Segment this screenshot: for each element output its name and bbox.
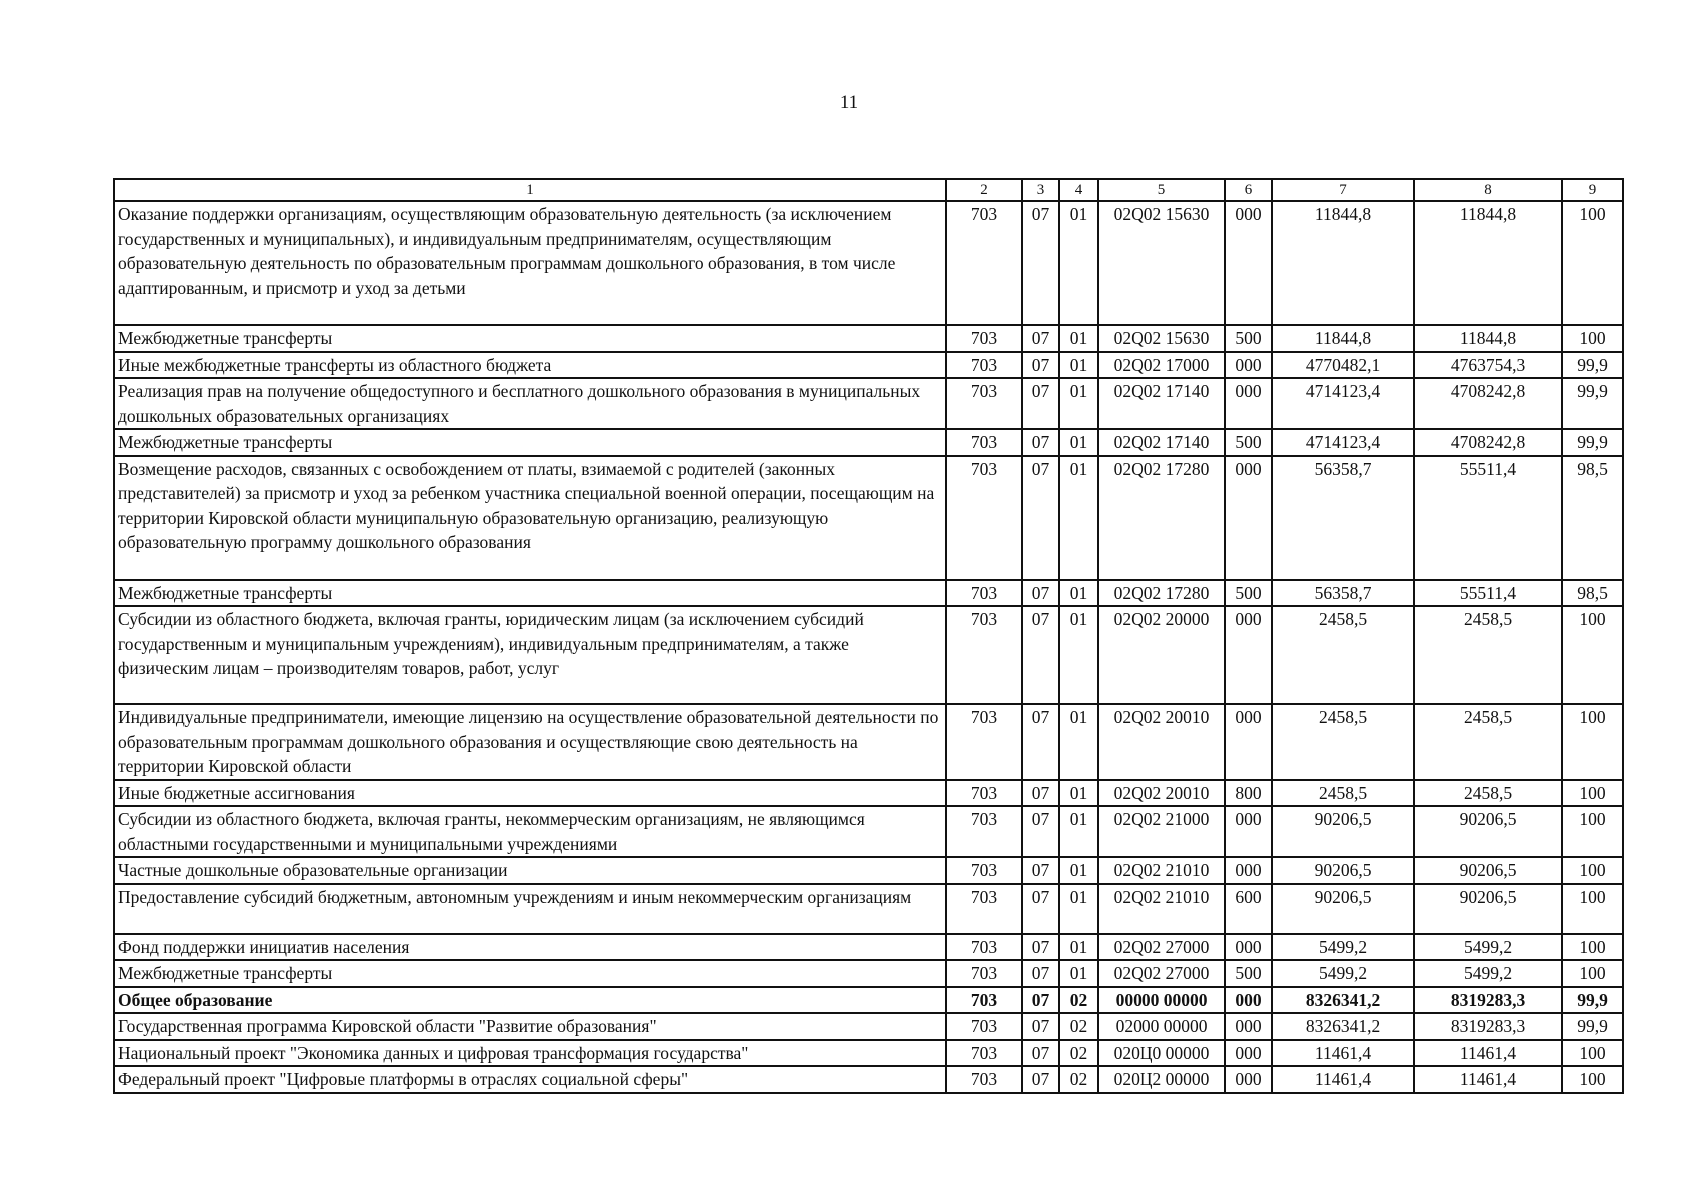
col7-value-cell: 90206,5	[1272, 884, 1414, 934]
col6-cell: 600	[1225, 884, 1272, 934]
col2-cell: 703	[946, 806, 1022, 857]
col2-cell: 703	[946, 987, 1022, 1014]
col8-value-cell: 8319283,3	[1414, 1013, 1562, 1040]
col3-cell: 07	[1022, 987, 1059, 1014]
row-name-cell: Межбюджетные трансферты	[114, 325, 946, 352]
col3-cell: 07	[1022, 704, 1059, 780]
col4-cell: 01	[1059, 378, 1098, 429]
col3-cell: 07	[1022, 201, 1059, 325]
col9-percent-cell: 99,9	[1562, 987, 1623, 1014]
col2-cell: 703	[946, 934, 1022, 961]
table-row	[114, 1040, 1623, 1067]
col8-value-cell: 5499,2	[1414, 934, 1562, 961]
table-row	[114, 1066, 1623, 1093]
row-name-cell: Общее образование	[114, 987, 946, 1014]
col3-cell: 07	[1022, 806, 1059, 857]
header-cell: 9	[1562, 179, 1623, 201]
col5-code-cell: 02Q02 17280	[1098, 456, 1225, 580]
col9-percent-cell: 100	[1562, 806, 1623, 857]
row-name-cell: Оказание поддержки организациям, осуществляющим образовательную деятельность (за исключением государственных и муниципальных), и индивидуальным предпринимателям, осуществляющим образовательную деятельность по образовательным программам дошкольного образования, в том числе адаптированным, и присмотр и уход за детьми	[114, 201, 946, 325]
col8-value-cell: 2458,5	[1414, 606, 1562, 704]
col2-cell: 703	[946, 857, 1022, 884]
col8-value-cell: 8319283,3	[1414, 987, 1562, 1014]
col8-value-cell: 11461,4	[1414, 1040, 1562, 1067]
col8-value-cell: 4708242,8	[1414, 378, 1562, 429]
header-cell: 6	[1225, 179, 1272, 201]
table-row	[114, 378, 1623, 429]
col4-cell: 02	[1059, 1040, 1098, 1067]
col3-cell: 07	[1022, 325, 1059, 352]
col3-cell: 07	[1022, 934, 1059, 961]
row-name-cell: Межбюджетные трансферты	[114, 429, 946, 456]
col9-percent-cell: 99,9	[1562, 429, 1623, 456]
col3-cell: 07	[1022, 884, 1059, 934]
col6-cell: 000	[1225, 201, 1272, 325]
col6-cell: 000	[1225, 378, 1272, 429]
col8-value-cell: 90206,5	[1414, 806, 1562, 857]
col8-value-cell: 55511,4	[1414, 456, 1562, 580]
col2-cell: 703	[946, 325, 1022, 352]
table-row	[114, 934, 1623, 961]
col6-cell: 000	[1225, 857, 1272, 884]
col7-value-cell: 5499,2	[1272, 934, 1414, 961]
table-row	[114, 704, 1623, 780]
table-row	[114, 456, 1623, 580]
col4-cell: 01	[1059, 884, 1098, 934]
col2-cell: 703	[946, 456, 1022, 580]
col5-code-cell: 02Q02 20000	[1098, 606, 1225, 704]
col4-cell: 01	[1059, 580, 1098, 607]
col4-cell: 02	[1059, 987, 1098, 1014]
col5-code-cell: 02Q02 20010	[1098, 780, 1225, 807]
col9-percent-cell: 100	[1562, 1040, 1623, 1067]
col3-cell: 07	[1022, 1066, 1059, 1093]
col6-cell: 000	[1225, 987, 1272, 1014]
col2-cell: 703	[946, 1013, 1022, 1040]
col8-value-cell: 11844,8	[1414, 325, 1562, 352]
col2-cell: 703	[946, 780, 1022, 807]
col3-cell: 07	[1022, 606, 1059, 704]
table-row	[114, 325, 1623, 352]
col4-cell: 01	[1059, 780, 1098, 807]
table-row	[114, 884, 1623, 934]
col7-value-cell: 2458,5	[1272, 606, 1414, 704]
table-row	[114, 806, 1623, 857]
row-name-cell: Фонд поддержки инициатив населения	[114, 934, 946, 961]
col4-cell: 01	[1059, 201, 1098, 325]
col9-percent-cell: 99,9	[1562, 378, 1623, 429]
col8-value-cell: 11461,4	[1414, 1066, 1562, 1093]
row-name-cell: Национальный проект "Экономика данных и цифровая трансформация государства"	[114, 1040, 946, 1067]
col8-value-cell: 90206,5	[1414, 857, 1562, 884]
col5-code-cell: 02Q02 21010	[1098, 857, 1225, 884]
col8-value-cell: 90206,5	[1414, 884, 1562, 934]
col2-cell: 703	[946, 352, 1022, 379]
col7-value-cell: 11461,4	[1272, 1040, 1414, 1067]
col6-cell: 000	[1225, 1066, 1272, 1093]
col6-cell: 500	[1225, 960, 1272, 987]
col5-code-cell: 02Q02 20010	[1098, 704, 1225, 780]
table-row	[114, 987, 1623, 1014]
col9-percent-cell: 100	[1562, 934, 1623, 961]
col4-cell: 01	[1059, 704, 1098, 780]
col4-cell: 02	[1059, 1013, 1098, 1040]
table-row	[114, 352, 1623, 379]
col9-percent-cell: 100	[1562, 780, 1623, 807]
col7-value-cell: 2458,5	[1272, 704, 1414, 780]
row-name-cell: Федеральный проект "Цифровые платформы в отраслях социальной сферы"	[114, 1066, 946, 1093]
row-name-cell: Реализация прав на получение общедоступного и бесплатного дошкольного образования в муниципальных дошкольных образовательных организациях	[114, 378, 946, 429]
col9-percent-cell: 100	[1562, 704, 1623, 780]
col6-cell: 800	[1225, 780, 1272, 807]
col2-cell: 703	[946, 1040, 1022, 1067]
col5-code-cell: 02Q02 17000	[1098, 352, 1225, 379]
col8-value-cell: 55511,4	[1414, 580, 1562, 607]
table-row	[114, 857, 1623, 884]
col7-value-cell: 2458,5	[1272, 780, 1414, 807]
table-row	[114, 960, 1623, 987]
col6-cell: 000	[1225, 1013, 1272, 1040]
col3-cell: 07	[1022, 429, 1059, 456]
table-row	[114, 201, 1623, 325]
col6-cell: 500	[1225, 580, 1272, 607]
col7-value-cell: 4714123,4	[1272, 429, 1414, 456]
col6-cell: 000	[1225, 806, 1272, 857]
col2-cell: 703	[946, 378, 1022, 429]
header-cell: 1	[114, 179, 946, 201]
col9-percent-cell: 100	[1562, 606, 1623, 704]
row-name-cell: Государственная программа Кировской области "Развитие образования"	[114, 1013, 946, 1040]
col3-cell: 07	[1022, 352, 1059, 379]
col5-code-cell: 00000 00000	[1098, 987, 1225, 1014]
col7-value-cell: 8326341,2	[1272, 987, 1414, 1014]
col3-cell: 07	[1022, 1013, 1059, 1040]
col8-value-cell: 4763754,3	[1414, 352, 1562, 379]
row-name-cell: Межбюджетные трансферты	[114, 580, 946, 607]
row-name-cell: Предоставление субсидий бюджетным, автономным учреждениям и иным некоммерческим организациям	[114, 884, 946, 934]
table-row	[114, 1013, 1623, 1040]
budget-table	[113, 178, 1624, 1094]
col7-value-cell: 4770482,1	[1272, 352, 1414, 379]
col4-cell: 01	[1059, 429, 1098, 456]
col7-value-cell: 11844,8	[1272, 201, 1414, 325]
col3-cell: 07	[1022, 780, 1059, 807]
col6-cell: 000	[1225, 934, 1272, 961]
col2-cell: 703	[946, 1066, 1022, 1093]
col5-code-cell: 02Q02 17140	[1098, 378, 1225, 429]
col5-code-cell: 02Q02 27000	[1098, 960, 1225, 987]
table-body	[114, 201, 1623, 1093]
header-cell: 4	[1059, 179, 1098, 201]
table-row	[114, 780, 1623, 807]
col3-cell: 07	[1022, 378, 1059, 429]
col4-cell: 01	[1059, 857, 1098, 884]
col5-code-cell: 02Q02 15630	[1098, 201, 1225, 325]
col7-value-cell: 90206,5	[1272, 857, 1414, 884]
col2-cell: 703	[946, 201, 1022, 325]
col9-percent-cell: 100	[1562, 884, 1623, 934]
col7-value-cell: 90206,5	[1272, 806, 1414, 857]
col4-cell: 01	[1059, 352, 1098, 379]
col7-value-cell: 5499,2	[1272, 960, 1414, 987]
col8-value-cell: 5499,2	[1414, 960, 1562, 987]
col6-cell: 000	[1225, 456, 1272, 580]
col7-value-cell: 8326341,2	[1272, 1013, 1414, 1040]
page-number: 11	[839, 92, 859, 113]
row-name-cell: Возмещение расходов, связанных с освобождением от платы, взимаемой с родителей (законных представителей) за присмотр и уход за ребенком участника специальной военной операции, посещающим на территории Кировской области муниципальную образовательную организацию, реализующую образовательную программу дошкольного образования	[114, 456, 946, 580]
col5-code-cell: 02Q02 21010	[1098, 884, 1225, 934]
row-name-cell: Иные межбюджетные трансферты из областного бюджета	[114, 352, 946, 379]
row-name-cell: Индивидуальные предприниматели, имеющие лицензию на осуществление образовательной деятельности по образовательным программам дошкольного образования и осуществляющие свою деятельность на территории Кировской области	[114, 704, 946, 780]
col6-cell: 000	[1225, 1040, 1272, 1067]
col5-code-cell: 02000 00000	[1098, 1013, 1225, 1040]
col4-cell: 01	[1059, 960, 1098, 987]
col5-code-cell: 020Ц2 00000	[1098, 1066, 1225, 1093]
col9-percent-cell: 100	[1562, 1066, 1623, 1093]
col6-cell: 000	[1225, 352, 1272, 379]
col9-percent-cell: 98,5	[1562, 580, 1623, 607]
col9-percent-cell: 98,5	[1562, 456, 1623, 580]
col4-cell: 01	[1059, 606, 1098, 704]
header-cell: 8	[1414, 179, 1562, 201]
col7-value-cell: 56358,7	[1272, 456, 1414, 580]
col5-code-cell: 02Q02 27000	[1098, 934, 1225, 961]
col3-cell: 07	[1022, 1040, 1059, 1067]
col4-cell: 01	[1059, 934, 1098, 961]
col6-cell: 500	[1225, 429, 1272, 456]
header-row	[114, 179, 1623, 201]
col8-value-cell: 2458,5	[1414, 780, 1562, 807]
col4-cell: 02	[1059, 1066, 1098, 1093]
col8-value-cell: 2458,5	[1414, 704, 1562, 780]
header-cell: 7	[1272, 179, 1414, 201]
col9-percent-cell: 99,9	[1562, 352, 1623, 379]
col5-code-cell: 020Ц0 00000	[1098, 1040, 1225, 1067]
row-name-cell: Субсидии из областного бюджета, включая гранты, некоммерческим организациям, не являющимся областными государственными и муниципальными учреждениями	[114, 806, 946, 857]
row-name-cell: Межбюджетные трансферты	[114, 960, 946, 987]
col2-cell: 703	[946, 606, 1022, 704]
col3-cell: 07	[1022, 456, 1059, 580]
col7-value-cell: 11461,4	[1272, 1066, 1414, 1093]
col2-cell: 703	[946, 580, 1022, 607]
col8-value-cell: 11844,8	[1414, 201, 1562, 325]
col9-percent-cell: 99,9	[1562, 1013, 1623, 1040]
col9-percent-cell: 100	[1562, 857, 1623, 884]
col3-cell: 07	[1022, 960, 1059, 987]
row-name-cell: Частные дошкольные образовательные организации	[114, 857, 946, 884]
col5-code-cell: 02Q02 17140	[1098, 429, 1225, 456]
col4-cell: 01	[1059, 325, 1098, 352]
row-name-cell: Субсидии из областного бюджета, включая гранты, юридическим лицам (за исключением субсидий государственным и муниципальным учреждениям), индивидуальным предпринимателям, а также физическим лицам – производителям товаров, работ, услуг	[114, 606, 946, 704]
col2-cell: 703	[946, 429, 1022, 456]
col3-cell: 07	[1022, 857, 1059, 884]
col6-cell: 000	[1225, 606, 1272, 704]
col6-cell: 000	[1225, 704, 1272, 780]
col8-value-cell: 4708242,8	[1414, 429, 1562, 456]
col7-value-cell: 11844,8	[1272, 325, 1414, 352]
col9-percent-cell: 100	[1562, 201, 1623, 325]
col7-value-cell: 4714123,4	[1272, 378, 1414, 429]
table-row	[114, 606, 1623, 704]
col5-code-cell: 02Q02 15630	[1098, 325, 1225, 352]
col6-cell: 500	[1225, 325, 1272, 352]
col9-percent-cell: 100	[1562, 325, 1623, 352]
header-cell: 5	[1098, 179, 1225, 201]
header-cell: 2	[946, 179, 1022, 201]
col5-code-cell: 02Q02 21000	[1098, 806, 1225, 857]
col2-cell: 703	[946, 884, 1022, 934]
col4-cell: 01	[1059, 806, 1098, 857]
col9-percent-cell: 100	[1562, 960, 1623, 987]
row-name-cell: Иные бюджетные ассигнования	[114, 780, 946, 807]
col7-value-cell: 56358,7	[1272, 580, 1414, 607]
col2-cell: 703	[946, 960, 1022, 987]
col4-cell: 01	[1059, 456, 1098, 580]
col5-code-cell: 02Q02 17280	[1098, 580, 1225, 607]
table-row	[114, 580, 1623, 607]
table-row	[114, 429, 1623, 456]
col2-cell: 703	[946, 704, 1022, 780]
header-cell: 3	[1022, 179, 1059, 201]
col3-cell: 07	[1022, 580, 1059, 607]
